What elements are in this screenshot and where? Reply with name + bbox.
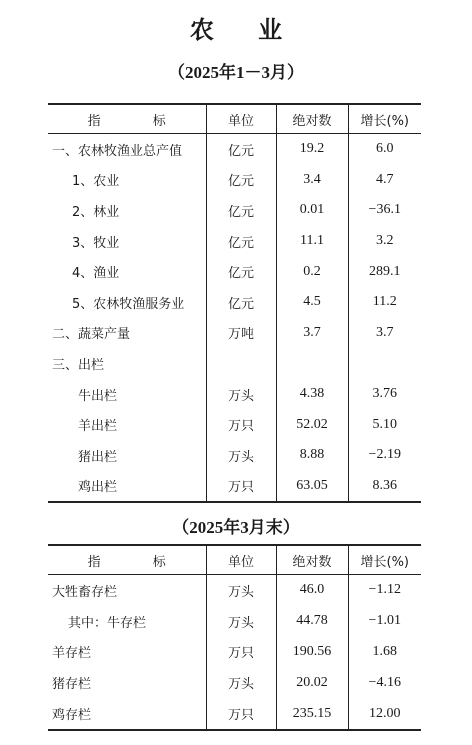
row-unit: 亿元 [206,256,276,287]
row-value: 0.01 [276,195,348,226]
row-unit: 亿元 [206,134,276,165]
row-unit: 亿元 [206,195,276,226]
row-growth: −2.19 [348,440,421,471]
header-growth: 增长(%) [348,104,421,134]
row-unit: 万只 [206,698,276,730]
header-indicator: 指 标 [48,545,206,575]
row-name: 1、农业 [72,174,120,190]
table-row [48,575,421,606]
table-row [48,379,421,410]
row-growth: −1.12 [348,575,421,606]
row-growth: 1.68 [348,637,421,668]
row-name: 猪出栏 [78,449,118,465]
table-row [48,226,421,257]
row-value: 63.05 [276,471,348,503]
row-value: 20.02 [276,667,348,698]
table-row [48,256,421,287]
header-unit: 单位 [206,104,276,134]
row-growth: 4.7 [348,165,421,196]
section2-subtitle: （2025年3月末） [172,518,300,537]
row-value: 52.02 [276,409,348,440]
row-unit: 亿元 [206,226,276,257]
row-growth: 11.2 [348,287,421,318]
row-unit: 亿元 [206,165,276,196]
row-unit: 万头 [206,667,276,698]
row-name: 三、出栏 [52,357,105,373]
row-unit: 万头 [206,379,276,410]
header-value: 绝对数 [276,104,348,134]
row-unit [206,348,276,379]
row-value: 3.7 [276,318,348,349]
row-growth: 289.1 [348,256,421,287]
row-unit: 万只 [206,471,276,503]
row-name: 二、蔬菜产量 [52,327,131,343]
agriculture-output-table [48,103,421,503]
row-growth: −36.1 [348,195,421,226]
row-unit: 亿元 [206,287,276,318]
row-name: 羊存栏 [52,646,92,662]
table-row [48,637,421,668]
table-header-row [48,545,421,575]
row-growth: −4.16 [348,667,421,698]
table-row [48,195,421,226]
row-value: 3.4 [276,165,348,196]
row-unit: 万吨 [206,318,276,349]
row-unit: 万只 [206,637,276,668]
row-growth: 3.7 [348,318,421,349]
row-growth: 8.36 [348,471,421,503]
row-name: 一、农林牧渔业总产值 [52,143,183,159]
row-name: 3、牧业 [72,235,120,251]
header-unit: 单位 [206,545,276,575]
row-name: 其中：牛存栏 [68,615,147,631]
page-title: 农 业 [189,15,301,44]
row-unit: 万头 [206,575,276,606]
row-growth [348,348,421,379]
row-name: 大牲畜存栏 [52,584,118,600]
table-row [48,440,421,471]
header-indicator: 指 标 [48,104,206,134]
table-row [48,348,421,379]
row-value: 235.15 [276,698,348,730]
row-value: 8.88 [276,440,348,471]
row-value: 0.2 [276,256,348,287]
table-row [48,165,421,196]
table-row [48,318,421,349]
table-row [48,667,421,698]
header-value: 绝对数 [276,545,348,575]
row-value: 11.1 [276,226,348,257]
row-value: 19.2 [276,134,348,165]
table-row [48,287,421,318]
row-name: 牛出栏 [78,388,118,404]
row-value [276,348,348,379]
livestock-inventory-table [48,544,421,731]
row-name: 羊出栏 [78,419,118,435]
table-row [48,471,421,503]
section1-subtitle: （2025年1－3月） [168,63,304,82]
table-row [48,606,421,637]
row-growth: 3.76 [348,379,421,410]
row-unit: 万只 [206,409,276,440]
row-name: 5、农林牧渔服务业 [72,296,185,312]
row-value: 190.56 [276,637,348,668]
header-growth: 增长(%) [348,545,421,575]
table-row [48,134,421,165]
row-name: 鸡存栏 [52,708,92,724]
table-row [48,409,421,440]
row-name: 鸡出栏 [78,480,118,496]
row-growth: 12.00 [348,698,421,730]
row-name: 2、林业 [72,204,120,220]
row-growth: 6.0 [348,134,421,165]
row-growth: 5.10 [348,409,421,440]
row-value: 46.0 [276,575,348,606]
row-name: 猪存栏 [52,677,92,693]
row-unit: 万头 [206,440,276,471]
row-unit: 万头 [206,606,276,637]
row-growth: 3.2 [348,226,421,257]
row-growth: −1.01 [348,606,421,637]
row-name: 4、渔业 [72,266,120,282]
table-header-row [48,104,421,134]
row-value: 4.38 [276,379,348,410]
table-row [48,698,421,730]
row-value: 44.78 [276,606,348,637]
row-value: 4.5 [276,287,348,318]
